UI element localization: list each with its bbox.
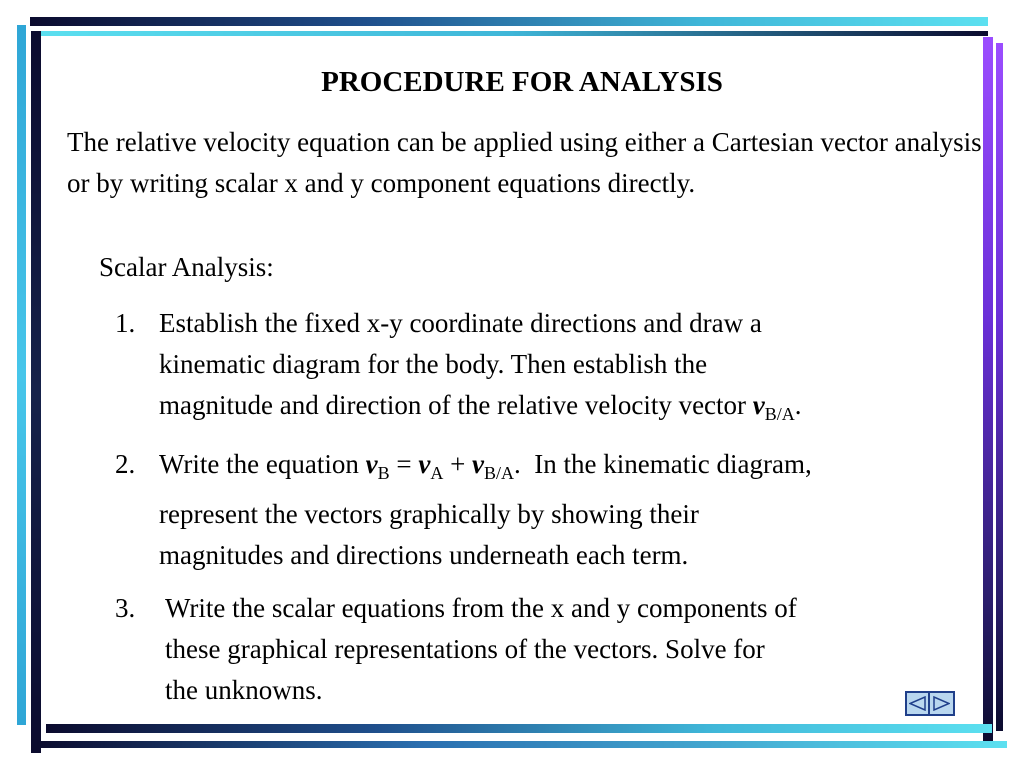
step-1 [115, 303, 995, 428]
intro-paragraph: The relative velocity equation can be applied using either a Cartesian vector analysis or by writing scalar x and y component equations directly. [67, 127, 982, 198]
step-2 [115, 444, 995, 569]
vector-symbol: v [418, 449, 431, 479]
slide-nav [905, 691, 955, 716]
previous-slide-button[interactable] [905, 691, 930, 716]
step-number: 2. [115, 449, 136, 479]
frame-bottom-dark-bar [46, 724, 992, 733]
step-line: magnitudes and directions underneath each term. [159, 540, 689, 570]
step-line: the unknowns. [165, 675, 323, 705]
frame-left-outer-bar [17, 25, 26, 725]
section-subheading: Scalar Analysis: [99, 252, 274, 282]
text-segment: magnitude and direction of the relative velocity vector [159, 390, 753, 420]
vector-subscript: A [430, 463, 444, 483]
frame-top-dark-bar [30, 17, 988, 26]
frame-right-outer-bar [996, 43, 1003, 731]
step-line: Establish the fixed x-y coordinate directions and draw a [159, 308, 762, 338]
frame-top-cyan-bar [34, 31, 988, 36]
frame-bottom-cyan-bar [37, 741, 1007, 748]
step-text [159, 303, 995, 435]
step-text [159, 444, 995, 576]
next-slide-button[interactable] [930, 691, 955, 716]
vector-subscript: B [377, 463, 390, 483]
vector-subscript: B/A [764, 404, 795, 424]
step-line: these graphical representations of the vectors. Solve for [165, 634, 765, 664]
text-segment: . [794, 390, 802, 420]
step-line: represent the vectors graphically by showing their [159, 499, 699, 529]
right-triangle-icon [933, 696, 950, 711]
vector-subscript: B/A [484, 463, 515, 483]
step-line [159, 444, 995, 494]
vector-symbol: v [365, 449, 378, 479]
left-triangle-icon [909, 696, 926, 711]
frame-left-inner-bar [31, 31, 41, 753]
step-text [165, 588, 995, 711]
step-number: 3. [115, 593, 136, 623]
text-segment: . In the kinematic diagram, [514, 449, 812, 479]
equals-sign: = [389, 449, 419, 479]
slide-title: PROCEDURE FOR ANALYSIS [321, 66, 723, 98]
vector-symbol: v [752, 390, 765, 420]
step-line: kinematic diagram for the body. Then establish the [159, 349, 708, 379]
step-3 [115, 588, 995, 713]
plus-sign: + [443, 449, 473, 479]
vector-symbol: v [472, 449, 485, 479]
step-number: 1. [115, 308, 136, 338]
text-segment: Write the equation [159, 449, 366, 479]
step-line [159, 385, 995, 435]
step-line: Write the scalar equations from the x and y components of [165, 593, 797, 623]
